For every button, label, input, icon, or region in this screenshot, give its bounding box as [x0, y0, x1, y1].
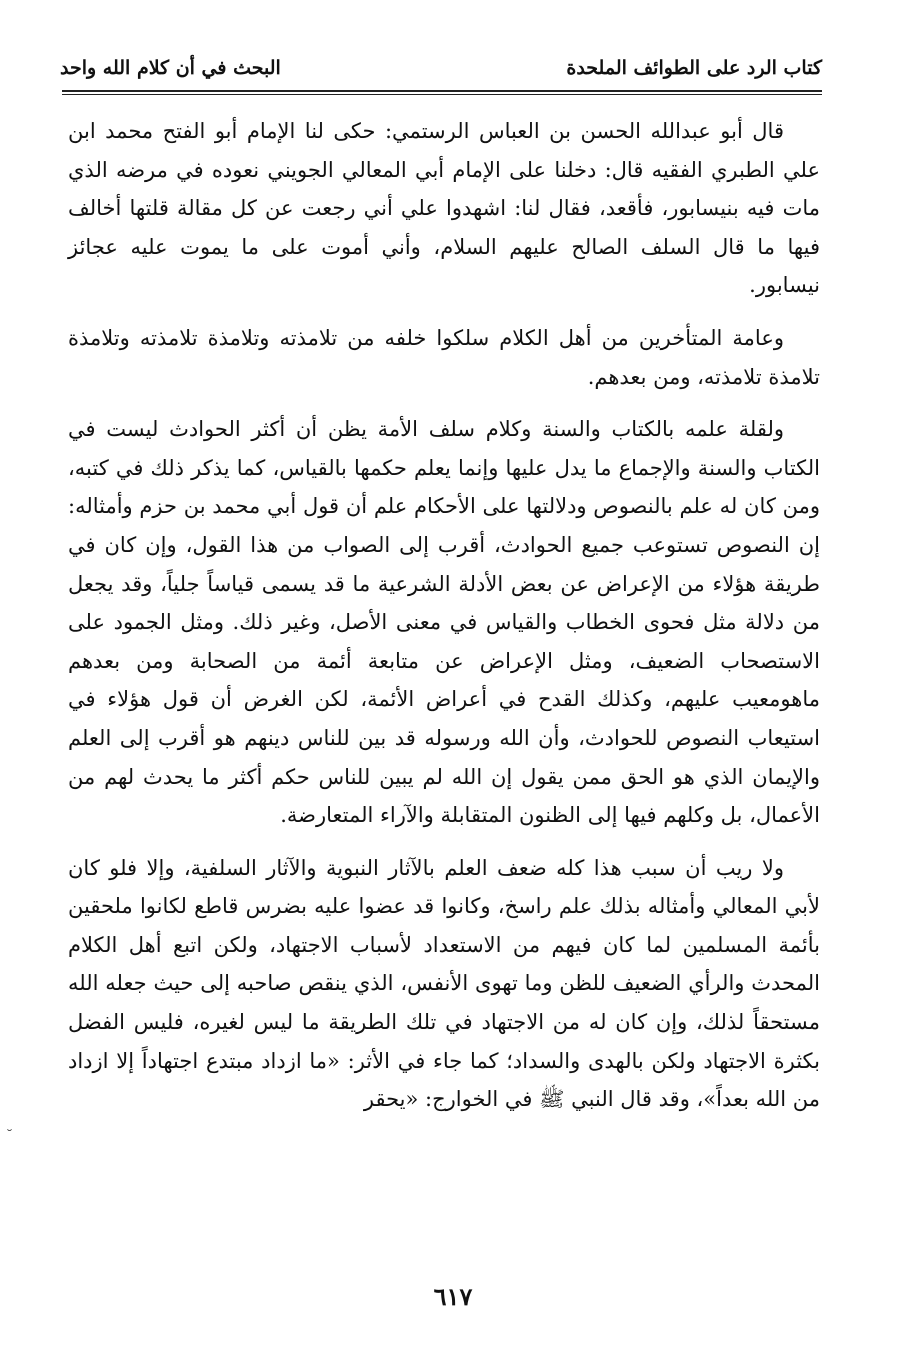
paragraph: ولقلة علمه بالكتاب والسنة وكلام سلف الأمة يظن أن أكثر الحوادث ليست في الكتاب والسنة والإجماع ما يدل عليها وإنما يعلم حكمها بالقياس، كما يذكر ذلك في كتبه، ومن كان له علم بالنصوص ودلالتها على الأحكام علم أن قول أبي محمد بن حزم وأمثاله: إن النصوص تستوعب جميع الحوادث، أقرب إلى الصواب من هذا القول، وإن كان في طريقة هؤلاء من الإعراض عن بعض الأدلة الشرعية ما قد يسمى قياساً جلياً، وقد يجعل من دلالة مثل فحوى الخطاب والقياس في معنى الأصل، وغير ذلك. ومثل الجمود على الاستصحاب الضعيف، ومثل الإعراض عن متابعة أئمة من الصحابة ومن بعدهم ماهومعيب عليهم، وكذلك القدح في أعراض الأئمة، لكن الغرض أن قول هؤلاء في استيعاب النصوص للحوادث، وأن الله ورسوله قد بين للناس دينهم هو أقرب إلى العلم والإيمان الذي هو الحق ممن يقول إن الله لم يبين للناس حكم أكثر ما يحدث لهم من الأعمال، بل وكلهم فيها إلى الظنون المتقابلة والآراء المتعارضة. — [68, 417, 820, 828]
margin-mark: ˘ — [6, 1128, 13, 1144]
paragraph: قال أبو عبدالله الحسن بن العباس الرستمي: حكى لنا الإمام أبو الفتح محمد ابن علي الطبري الفقيه قال: دخلنا على الإمام أبي المعالي الجويني نعوده في مرضه الذي مات فيه بنيسابور، فأقعد، فقال لنا: اشهدوا علي أني رجعت عن كل مقالة قلتها أخالف فيها ما قال السلف الصالح عليهم السلام، وأني أموت على ما يموت عليه عجائز نيسابور. — [68, 119, 820, 298]
chapter-title: البحث في أن كلام الله واحد — [60, 57, 281, 79]
header-rule — [62, 90, 822, 92]
book-title: كتاب الرد على الطوائف الملحدة — [566, 57, 822, 79]
running-header — [60, 48, 822, 88]
header-rule-thin — [62, 94, 822, 95]
body-text — [68, 112, 820, 1119]
paragraph: وعامة المتأخرين من أهل الكلام سلكوا خلفه من تلامذته وتلامذة تلامذته وتلامذة تلامذة تلامذته، ومن بعدهم. — [68, 325, 820, 389]
paragraph: ولا ريب أن سبب هذا كله ضعف العلم بالآثار النبوية والآثار السلفية، وإلا فلو كان لأبي المعالي وأمثاله بذلك علم راسخ، وكانوا قد عضوا عليه بضرس قاطع لكانوا ملحقين بأئمة المسلمين لما كان فيهم من الاستعداد لأسباب الاجتهاد، ولكن اتبع أهل الكلام المحدث والرأي الضعيف للظن وما تهوى الأنفس، الذي ينقص صاحبه إلى حيث جعله الله مستحقاً لذلك، وإن كان له من الاجتهاد في تلك الطريقة ما ليس لغيره، فليس الفضل بكثرة الاجتهاد ولكن بالهدى والسداد؛ كما جاء في الأثر: «ما ازداد مبتدع اجتهاداً إلا ازداد من الله بعداً»، وقد قال النبي ﷺ في الخوارج: «يحقر — [68, 855, 820, 1112]
page-number: ٦١٧ — [433, 1282, 473, 1311]
